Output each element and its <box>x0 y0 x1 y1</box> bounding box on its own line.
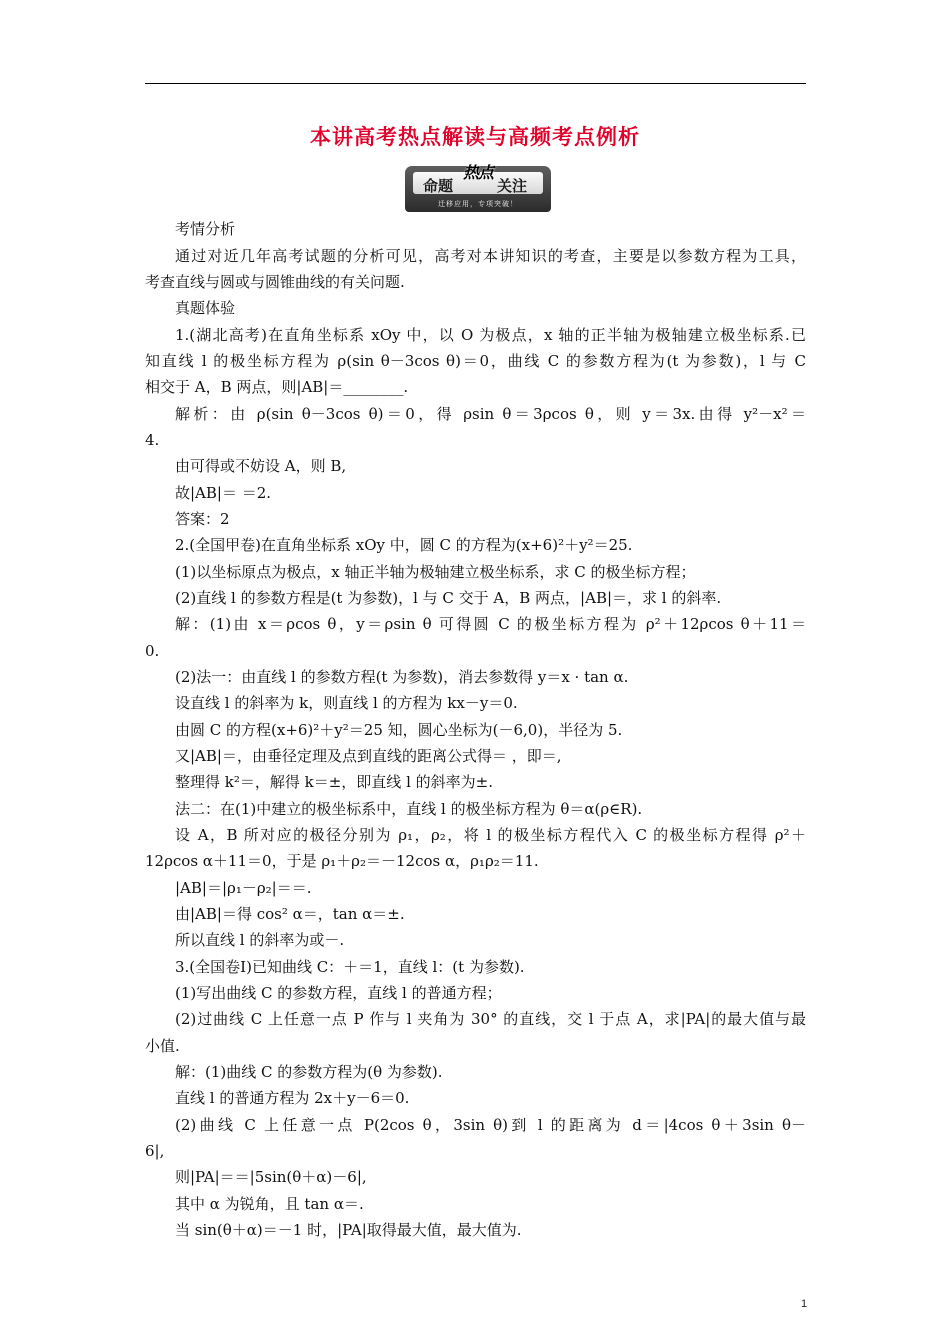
problem-line: (1)以坐标原点为极点，x 轴正半轴为极轴建立极坐标系，求 C 的极坐标方程； <box>175 563 696 581</box>
problem-line: (1)写出曲线 C 的参数方程，直线 l 的普通方程； <box>175 984 502 1002</box>
solution-line: |AB|＝|ρ₁－ρ₂|＝＝. <box>175 879 312 897</box>
paragraph-line: 考查直线与圆或与圆锥曲线的有关问题. <box>145 273 405 291</box>
solution-line: 解：(1)由 x＝ρcos θ，y＝ρsin θ 可得圆 C 的极坐标方程为 ρ²＋12ρcos θ＋11＝ <box>175 615 806 633</box>
answer-line: 答案：2 <box>175 510 230 528</box>
banner-middle-text: 热点 <box>463 163 494 182</box>
banner-left-text: 命题 <box>423 177 454 195</box>
section-heading: 考情分析 <box>175 220 236 238</box>
section-heading: 真题体验 <box>175 299 236 317</box>
header-rule <box>145 83 806 84</box>
paragraph-line: 通过对近几年高考试题的分析可见，高考对本讲知识的考查，主要是以参数方程为工具， <box>175 247 806 265</box>
solution-line: 4. <box>145 431 160 449</box>
solution-line: 由|AB|＝得 cos² α＝，tan α＝±. <box>175 905 405 923</box>
problem-line: 3.(全国卷Ⅰ)已知曲线 C：＋＝1，直线 l：(t 为参数). <box>175 958 525 976</box>
problem-line: 知直线 l 的极坐标方程为 ρ(sin θ－3cos θ)＝0，曲线 C 的参数方程为(t 为参数)，l 与 C <box>145 352 806 370</box>
solution-line: 又|AB|＝，由垂径定理及点到直线的距离公式得＝ ，即＝, <box>175 747 562 765</box>
solution-line: 法二：在(1)中建立的极坐标系中，直线 l 的极坐标方程为 θ＝α(ρ∈R). <box>175 800 643 818</box>
banner-subtitle: 迁移应用，专项突破！ <box>438 200 518 208</box>
solution-line: 解：(1)曲线 C 的参数方程为(θ 为参数). <box>175 1063 443 1081</box>
topic-banner <box>405 163 551 212</box>
solution-line: 设直线 l 的斜率为 k，则直线 l 的方程为 kx－y＝0. <box>175 694 518 712</box>
problem-line: (2)过曲线 C 上任意一点 P 作与 l 夹角为 30° 的直线，交 l 于点 A，求|PA|的最大值与最 <box>175 1010 806 1028</box>
solution-line: 其中 α 为锐角，且 tan α＝. <box>175 1195 364 1213</box>
solution-line: 设 A，B 所对应的极径分别为 ρ₁，ρ₂，将 l 的极坐标方程代入 C 的极坐标方程得 ρ²＋ <box>175 826 806 844</box>
solution-line: 12ρcos α＋11＝0，于是 ρ₁＋ρ₂＝－12cos α，ρ₁ρ₂＝11. <box>145 852 539 870</box>
problem-line: 1.(湖北高考)在直角坐标系 xOy 中，以 O 为极点，x 轴的正半轴为极轴建立极坐标系.已 <box>175 326 806 344</box>
solution-line: 当 sin(θ＋α)＝－1 时，|PA|取得最大值，最大值为. <box>175 1221 522 1239</box>
solution-line: 整理得 k²＝，解得 k＝±，即直线 l 的斜率为±. <box>175 773 493 791</box>
solution-line: 解析：由 ρ(sin θ－3cos θ)＝0，得 ρsin θ＝3ρcos θ，则 y＝3x.由得 y²－x²＝ <box>175 405 806 423</box>
page-number: 1 <box>801 1298 808 1310</box>
solution-line: 直线 l 的普通方程为 2x＋y－6＝0. <box>175 1089 410 1107</box>
page-title: 本讲高考热点解读与高频考点例析 <box>310 125 640 149</box>
problem-line: (2)直线 l 的参数方程是(t 为参数)，l 与 C 交于 A，B 两点，|AB|＝，求 l 的斜率. <box>175 589 722 607</box>
solution-line: 所以直线 l 的斜率为或－. <box>175 931 345 949</box>
solution-line: 故|AB|＝ ＝2. <box>175 484 272 502</box>
problem-line: 2.(全国甲卷)在直角坐标系 xOy 中，圆 C 的方程为(x+6)²＋y²＝25. <box>175 536 633 554</box>
solution-line: 由圆 C 的方程(x+6)²＋y²＝25 知，圆心坐标为(－6,0)，半径为 5. <box>175 721 623 739</box>
problem-line: 小值. <box>145 1037 180 1055</box>
solution-line: 由可得或不妨设 A，则 B, <box>175 457 347 475</box>
solution-line: (2)法一：由直线 l 的参数方程(t 为参数)，消去参数得 y＝x · tan α. <box>175 668 629 686</box>
solution-line: 0. <box>145 642 160 660</box>
solution-line: 6|, <box>145 1142 165 1160</box>
banner-right-text: 关注 <box>497 177 528 195</box>
solution-line: (2)曲线 C 上任意一点 P(2cos θ，3sin θ)到 l 的距离为 d＝|4cos θ＋3sin θ－ <box>175 1116 806 1134</box>
solution-line: 则|PA|＝＝|5sin(θ＋α)－6|, <box>175 1168 367 1186</box>
problem-line: 相交于 A，B 两点，则|AB|＝________. <box>145 378 409 396</box>
